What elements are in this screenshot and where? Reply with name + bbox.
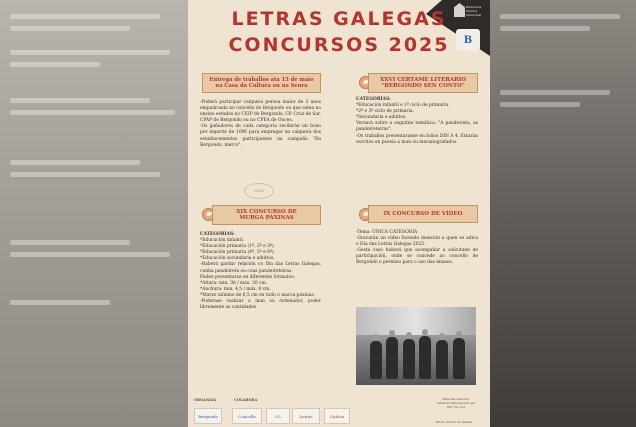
video-line: -Gesta caso haberá que acompañar a solicitude de participación, onde se concede ao concello de Bergondo o permiso para o uso das imaxes.: [356, 248, 478, 266]
murga-line: -Poderase realizar a man ou ordenador, poder libremente as cantidades: [200, 299, 321, 311]
certame-line: *2º e 3º ciclo de primaria.: [356, 109, 414, 115]
murga-banner-line-1: XIX CONCURSO DE: [236, 209, 297, 215]
murga-line: Poden presentarse en diferentes formatos:: [200, 274, 296, 280]
certame-line: *Secundaria e adultos.: [356, 115, 407, 121]
murga-line: *Educación infantil.: [200, 238, 245, 244]
contact-line-2: biblioteca@bergondo.gal: [436, 401, 476, 405]
certame-banner-line-1: XXVI CERTAME LITERARIO: [379, 77, 467, 83]
background-left: [0, 0, 188, 427]
logo-cs: CS: [266, 408, 290, 424]
video-line: -Gravarán un vídeo facendo mención a quen se adica o Día das Letras Galegas 2025.: [356, 236, 478, 248]
murga-text: [200, 232, 321, 311]
title-line-1: LETRAS GALEGAS: [231, 8, 447, 30]
certame-banner-line-2: "BERGONDO SEN CONTO": [381, 83, 465, 89]
certame-banner: [368, 73, 478, 93]
video-text: [356, 230, 478, 267]
murga-line: *Marxe mínimo de 0,5 cm en todo o marca-páxinas.: [200, 292, 316, 298]
murga-banner: [212, 205, 321, 225]
murga-categories-label: CATEGORÍAS:: [200, 232, 235, 237]
video-banner: [368, 205, 478, 223]
logo-letras: Letras: [292, 408, 320, 424]
stamp-mark: BPM: [244, 183, 274, 199]
entrega-banner-line-1: Entrega de traballos ata 13 de maio: [209, 77, 314, 83]
murga-banner-line-2: MURGA PÁXINAS: [239, 215, 294, 221]
murga-line: -Haberá gardar relación co Día das Letras Galegas, cunha pandeireta ou coas pandeireteiras.: [200, 262, 321, 274]
certame-categories-label: CATEGORÍAS:: [356, 97, 391, 102]
library-logo-text: Biblioteca Pública Municipal: [466, 5, 482, 17]
entrega-banner-line-2: na Casa da Cultura ou na Senra: [215, 83, 308, 89]
murga-line: *Anchura: min. 4,5 / máx. 8 cm.: [200, 286, 271, 292]
contact-line-3: 981 791 xxx: [446, 405, 466, 409]
entrega-banner: [202, 73, 321, 93]
title-line-2: CONCURSOS 2025: [228, 34, 450, 56]
contact-line-1: Máis información:: [442, 397, 470, 401]
entrega-paragraph: -Poderá participar calquera persoa maior de 3 anos empadroada no concello de Bergondo ou que estea no ensino estudos no CEIP de Bergondo, CP. Cruz de Sar, CPAP de Bergondo ou no CPEA de Ouces.: [200, 100, 321, 124]
poster: [188, 0, 490, 427]
murga-line: *Educación secundaria e adultos.: [200, 256, 275, 262]
logo-galicia: Galicia: [324, 408, 350, 424]
certame-line: *Educación infantil e 1º ciclo de primaria.: [356, 103, 450, 109]
entrega-text: [200, 100, 321, 149]
certame-line: Versará sobre a seguinte temática: "A pandeireta, as pandeireteiras".: [356, 121, 478, 133]
video-line: -Tema: ÚNICA CATEGORÍA: [356, 230, 418, 235]
background-right: [490, 0, 636, 427]
colabora-label: COLABORA: [234, 398, 258, 402]
logo-bergondo: Bergondo: [194, 408, 222, 424]
book-badge-icon: B: [456, 29, 480, 51]
certame-text: [356, 97, 478, 146]
video-banner-line-1: IX CONCURSO DE VÍDEO: [383, 211, 463, 217]
organiza-label: ORGANIZA: [194, 398, 217, 402]
logo-concello: Concello: [232, 408, 262, 424]
certame-line: -Os traballos presentaranse en folios DIN A 4. Estarán escritos en poesía a man ou mecanografados.: [356, 133, 478, 145]
photo-credit: Photo: Fondo de Galicia: [435, 420, 473, 424]
murga-line: *Educación primaria (4º, 5º e 6º).: [200, 250, 276, 256]
contact-info: [426, 397, 486, 409]
entrega-paragraph: -Os gañadores de cada categoría recibirán un bono por importe de 100€ para empregar en calquera dos establecementos participantes na campaña "En Bergondo, merco".: [200, 124, 321, 148]
murga-line: *Altura: min. 30 / máx. 30 cm.: [200, 280, 268, 286]
murga-line: *Educación primaria (1º, 2º e 3º).: [200, 244, 276, 250]
historic-photo: [356, 307, 476, 385]
